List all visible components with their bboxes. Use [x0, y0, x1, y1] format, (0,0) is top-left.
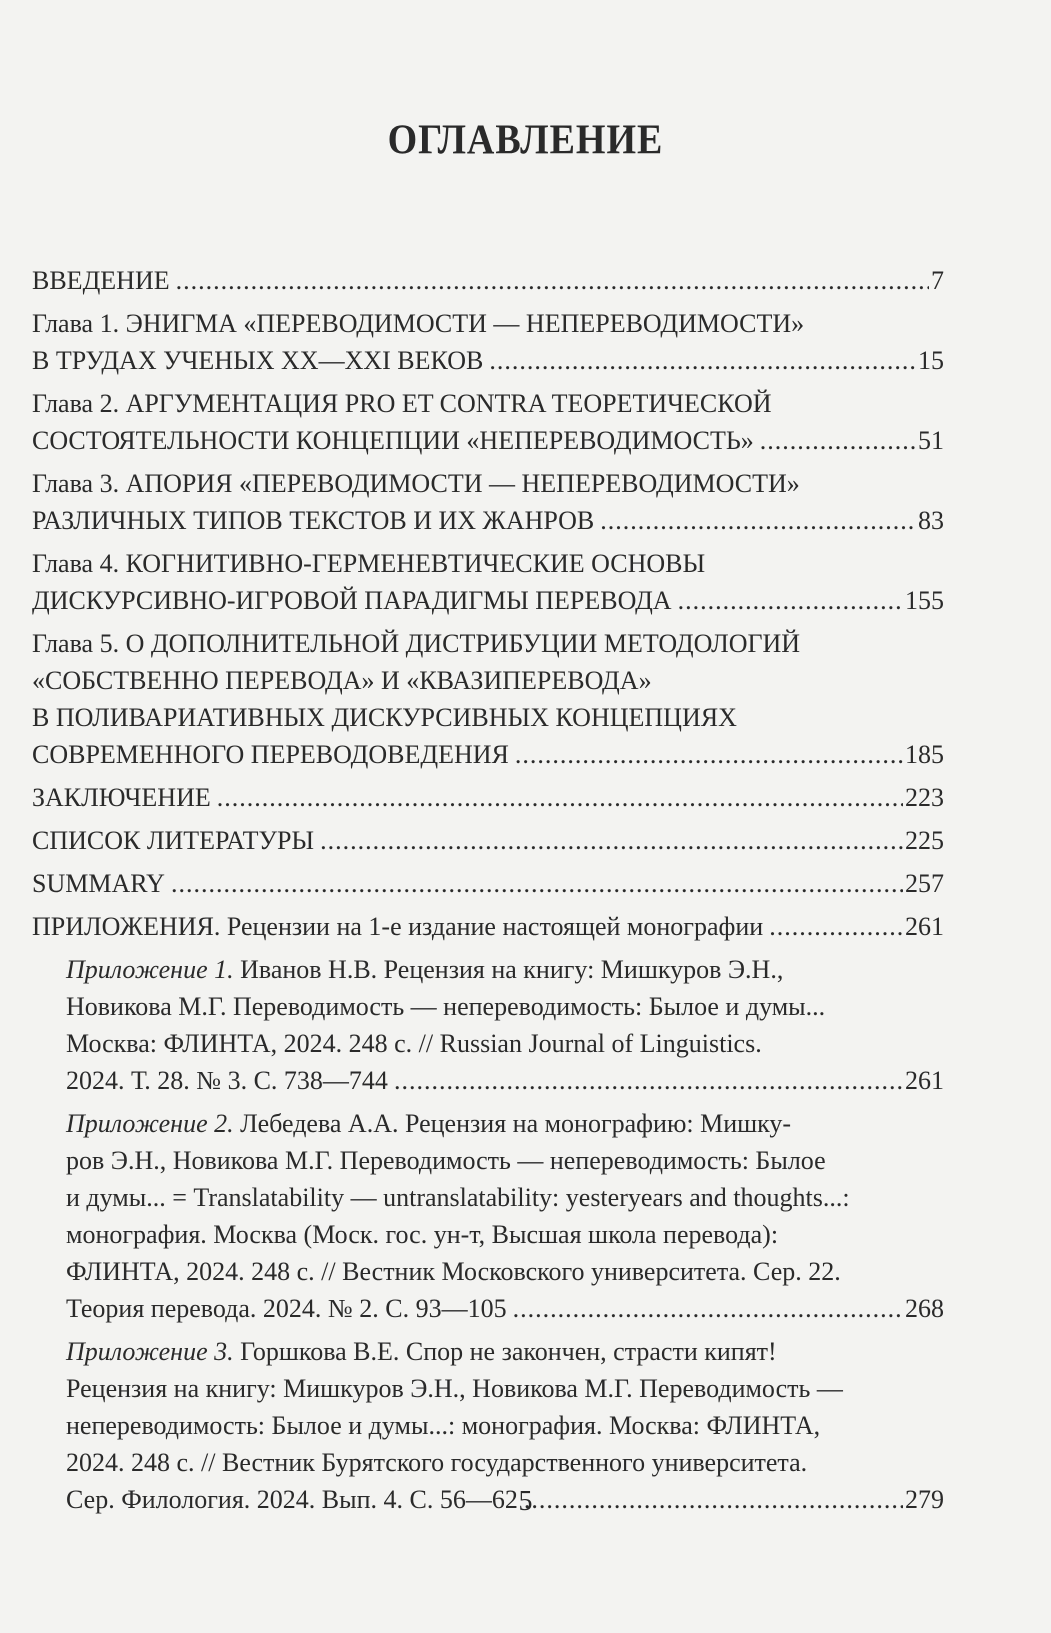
toc-page-number: 155	[905, 586, 944, 615]
toc-entry-references	[32, 822, 944, 859]
toc-entry-chapter-4	[32, 545, 944, 619]
toc-entry-title: 2024. Т. 28. № 3. С. 738—744	[66, 1066, 388, 1095]
toc-entry-title: В ТРУДАХ УЧЕНЫХ XX—XXI ВЕКОВ	[32, 346, 484, 375]
toc-page-number: 261	[905, 912, 944, 941]
toc-entry-line: Глава 5. О ДОПОЛНИТЕЛЬНОЙ ДИСТРИБУЦИИ МЕТОДОЛОГИЙ	[32, 629, 801, 658]
toc-entry-chapter-1	[32, 305, 944, 379]
toc-page-number: 7	[931, 266, 944, 295]
leader-dots	[489, 342, 916, 379]
toc-entry-appendix-2	[32, 1105, 944, 1327]
leader-dots	[513, 1290, 903, 1327]
toc-entry-title: SUMMARY	[32, 869, 165, 898]
leader-dots	[394, 1062, 903, 1099]
toc-entry-line: Глава 2. АРГУМЕНТАЦИЯ PRO ET CONTRA ТЕОРЕТИЧЕСКОЙ	[32, 389, 772, 418]
toc-entry-title: ПРИЛОЖЕНИЯ. Рецензии на 1-е издание настоящей монографии	[32, 912, 764, 941]
toc-page-number: 51	[918, 426, 944, 455]
toc-entry-summary	[32, 865, 944, 902]
toc-entry-conclusion	[32, 779, 944, 816]
toc-entry-line: ров Э.Н., Новикова М.Г. Переводимость — непереводимость: Былое	[66, 1146, 826, 1175]
toc-entry-line: и думы... = Translatability — untranslatability: yesteryears and thoughts...:	[66, 1183, 850, 1212]
toc-page-number: 185	[905, 740, 944, 769]
toc-page-number: 261	[905, 1066, 944, 1095]
leader-dots	[515, 736, 903, 773]
toc-entry-title: Сер. Филология. 2024. Вып. 4. С. 56—62	[66, 1485, 518, 1514]
toc-entry-line: Рецензия на книгу: Мишкуров Э.Н., Новикова М.Г. Переводимость —	[66, 1374, 843, 1403]
leader-dots	[769, 908, 903, 945]
leader-dots	[600, 502, 916, 539]
toc-entry-title: ЗАКЛЮЧЕНИЕ	[32, 783, 211, 812]
toc-entry-introduction	[32, 262, 944, 299]
toc-entry-line: Москва: ФЛИНТА, 2024. 248 с. // Russian Journal of Linguistics.	[66, 1029, 762, 1058]
toc-entry-chapter-5	[32, 625, 944, 773]
toc-entry-line: Иванов Н.В. Рецензия на книгу: Мишкуров Э.Н.,	[233, 955, 784, 984]
toc-entry-chapter-2	[32, 385, 944, 459]
page-number: 5	[518, 1486, 533, 1517]
leader-dots	[171, 865, 903, 902]
table-of-contents	[32, 262, 944, 1524]
toc-entry-appendix-1	[32, 951, 944, 1099]
toc-entry-title: ВВЕДЕНИЕ	[32, 266, 170, 295]
toc-entry-line: Глава 4. КОГНИТИВНО-ГЕРМЕНЕВТИЧЕСКИЕ ОСНОВЫ	[32, 549, 706, 578]
toc-page-number: 225	[905, 826, 944, 855]
toc-entry-line: «СОБСТВЕННО ПЕРЕВОДА» И «КВАЗИПЕРЕВОДА»	[32, 666, 652, 695]
toc-entry-line: монография. Москва (Моск. гос. ун-т, Высшая школа перевода):	[66, 1220, 779, 1249]
leader-dots	[678, 582, 903, 619]
toc-entry-line: В ПОЛИВАРИАТИВНЫХ ДИСКУРСИВНЫХ КОНЦЕПЦИЯХ	[32, 703, 737, 732]
toc-entry-line: Новикова М.Г. Переводимость — непереводимость: Былое и думы...	[66, 992, 826, 1021]
toc-entry-title: РАЗЛИЧНЫХ ТИПОВ ТЕКСТОВ И ИХ ЖАНРОВ	[32, 506, 595, 535]
page-title: ОГЛАВЛЕНИЕ	[387, 116, 664, 164]
toc-page-number: 257	[905, 869, 944, 898]
appendix-label: Приложение 3.	[66, 1337, 234, 1366]
toc-entry-line: непереводимость: Былое и думы...: монография. Москва: ФЛИНТА,	[66, 1411, 821, 1440]
toc-entry-line: Лебедева А.А. Рецензия на монографию: Мишку-	[233, 1109, 792, 1138]
leader-dots	[760, 422, 916, 459]
toc-entry-title: ДИСКУРСИВНО-ИГРОВОЙ ПАРАДИГМЫ ПЕРЕВОДА	[32, 586, 672, 615]
toc-page-number: 279	[905, 1485, 944, 1514]
toc-entry-appendices	[32, 908, 944, 945]
toc-entry-title: СПИСОК ЛИТЕРАТУРЫ	[32, 826, 315, 855]
toc-page-number: 268	[905, 1294, 944, 1323]
toc-entry-line: Горшкова В.Е. Спор не закончен, страсти кипят!	[233, 1337, 777, 1366]
appendix-label: Приложение 1.	[66, 955, 234, 984]
toc-page-number: 15	[918, 346, 944, 375]
appendix-label: Приложение 2.	[66, 1109, 234, 1138]
toc-entry-title: Теория перевода. 2024. № 2. С. 93—105	[66, 1294, 507, 1323]
toc-page-number: 83	[918, 506, 944, 535]
toc-entry-title: СОСТОЯТЕЛЬНОСТИ КОНЦЕПЦИИ «НЕПЕРЕВОДИМОСТЬ»	[32, 426, 754, 455]
leader-dots	[217, 779, 903, 816]
toc-entry-chapter-3	[32, 465, 944, 539]
toc-page-number: 223	[905, 783, 944, 812]
leader-dots	[320, 822, 903, 859]
toc-entry-line: Глава 1. ЭНИГМА «ПЕРЕВОДИМОСТИ — НЕПЕРЕВОДИМОСТИ»	[32, 309, 805, 338]
toc-entry-line: 2024. 248 с. // Вестник Бурятского государственного университета.	[66, 1448, 808, 1477]
toc-entry-title: СОВРЕМЕННОГО ПЕРЕВОДОВЕДЕНИЯ	[32, 740, 509, 769]
leader-dots	[176, 262, 929, 299]
toc-entry-line: ФЛИНТА, 2024. 248 с. // Вестник Московского университета. Сер. 22.	[66, 1257, 841, 1286]
toc-entry-line: Глава 3. АПОРИЯ «ПЕРЕВОДИМОСТИ — НЕПЕРЕВОДИМОСТИ»	[32, 469, 800, 498]
